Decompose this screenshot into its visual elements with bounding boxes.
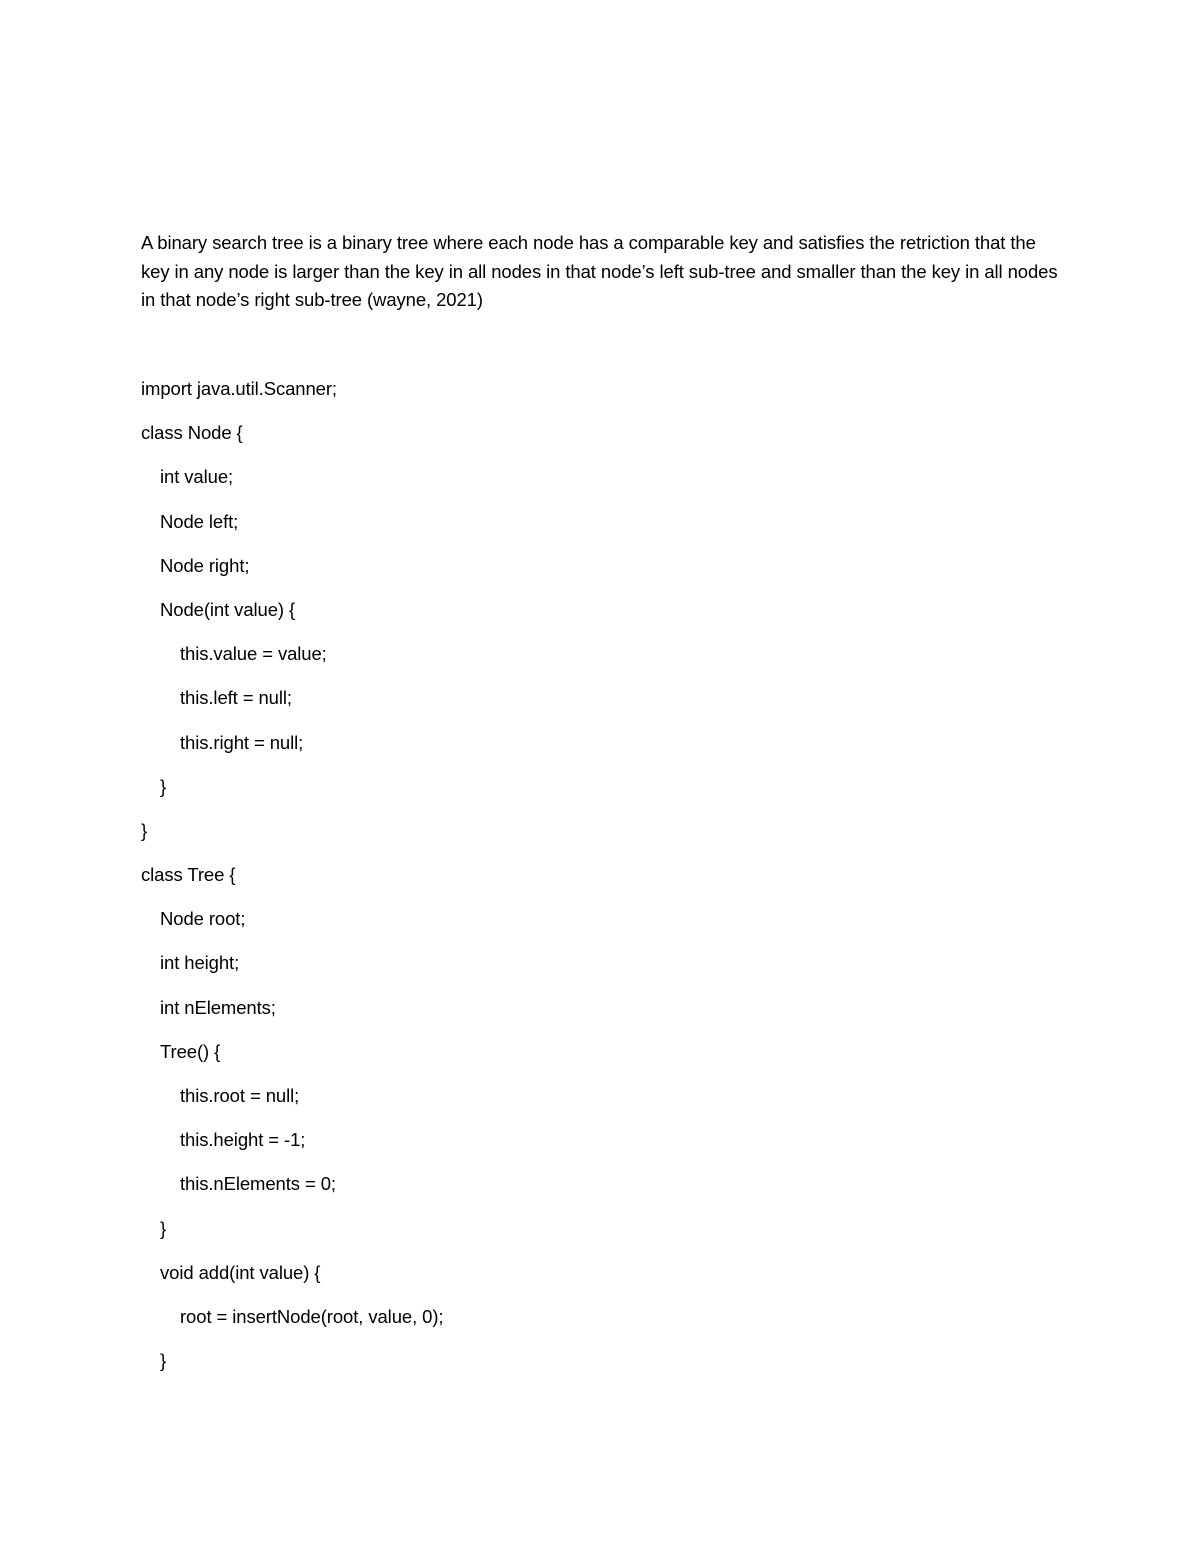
code-line-field-height: int height; xyxy=(160,952,240,974)
code-line-assign-right: this.right = null; xyxy=(180,731,304,753)
code-line-field-right: Node right; xyxy=(160,554,250,576)
code-line-assign-root: this.root = null; xyxy=(180,1085,300,1106)
code-line-field-left: Node left; xyxy=(160,510,239,532)
intro-paragraph: A binary search tree is a binary tree where each node has a comparable key and satisfies the retriction that the key in any node is larger than the key in all nodes in that node’s left sub-tree and smaller than the key in all nodes in that node’s right sub-tree (wayne, 2021) xyxy=(141,232,1058,310)
code-line-field-nelements: int nElements; xyxy=(160,996,276,1018)
code-line-class-node: class Node { xyxy=(141,422,243,444)
code-line-field-root: Node root; xyxy=(160,908,246,930)
code-listing xyxy=(141,372,1061,1388)
code-line-import: import java.util.Scanner; xyxy=(141,378,337,399)
code-line-close-add-method: } xyxy=(160,1350,167,1372)
code-line-tree-constructor: Tree() { xyxy=(160,1040,221,1062)
code-line-close-node-class: } xyxy=(141,819,148,841)
code-line-field-value: int value; xyxy=(160,466,234,488)
code-line-close-constructor: } xyxy=(160,775,167,797)
code-line-assign-height: this.height = -1; xyxy=(180,1129,306,1151)
code-line-insert-call: root = insertNode(root, value, 0); xyxy=(180,1305,444,1327)
code-line-add-method: void add(int value) { xyxy=(160,1261,321,1283)
code-line-class-tree: class Tree { xyxy=(141,864,236,886)
code-line-close-tree-constructor: } xyxy=(160,1217,167,1239)
code-line-assign-nelements: this.nElements = 0; xyxy=(180,1173,336,1195)
code-line-assign-left: this.left = null; xyxy=(180,687,292,709)
code-line-node-constructor: Node(int value) { xyxy=(160,598,296,620)
code-line-assign-value: this.value = value; xyxy=(180,643,327,665)
